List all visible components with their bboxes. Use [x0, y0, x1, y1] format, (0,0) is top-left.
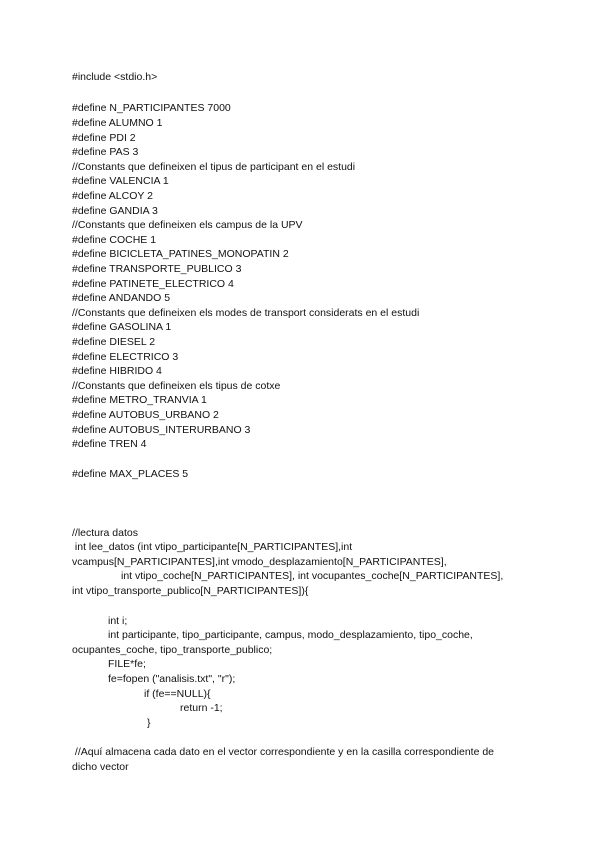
code-line: #define N_PARTICIPANTES 7000 — [72, 102, 231, 114]
code-line: FILE*fe; — [108, 658, 146, 670]
code-line: #define PDI 2 — [72, 132, 136, 144]
code-line: #define COCHE 1 — [72, 234, 157, 246]
code-line: return -1; — [180, 702, 223, 714]
code-line: int lee_datos (int vtipo_participante[N_PARTICIPANTES],int — [72, 541, 353, 553]
code-comment: //Aquí almacena cada dato en el vector correspondiente y en la casilla correspondiente de — [72, 746, 495, 758]
code-line: fe=fopen ("analisis.txt", "r"); — [108, 673, 236, 685]
code-line: #define ALCOY 2 — [72, 190, 153, 202]
code-line: #define HIBRIDO 4 — [72, 365, 162, 377]
code-comment: //Constants que defineixen els tipus de cotxe — [72, 380, 281, 392]
code-line: int participante, tipo_participante, campus, modo_desplazamiento, tipo_coche, — [108, 629, 473, 641]
code-line: #define GANDIA 3 — [72, 205, 158, 217]
code-line: #define TREN 4 — [72, 438, 147, 450]
code-line: int vtipo_transporte_publico[N_PARTICIPANTES]){ — [72, 585, 309, 597]
code-line: #define ANDANDO 5 — [72, 292, 171, 304]
code-line: #define AUTOBUS_INTERURBANO 3 — [72, 424, 251, 436]
code-line: #define MAX_PLACES 5 — [72, 468, 189, 480]
code-comment: //Constants que defineixen els modes de transport considerats en el estudi — [72, 307, 420, 319]
code-line: int vtipo_coche[N_PARTICIPANTES], int vocupantes_coche[N_PARTICIPANTES], — [121, 570, 504, 582]
code-line: } — [147, 717, 151, 729]
code-comment: dicho vector — [72, 761, 129, 773]
code-comment: //Constants que defineixen el tipus de participant en el estudi — [72, 161, 356, 173]
code-line: #define PATINETE_ELECTRICO 4 — [72, 278, 234, 290]
code-line: vcampus[N_PARTICIPANTES],int vmodo_desplazamiento[N_PARTICIPANTES], — [72, 556, 447, 568]
code-line: #define PAS 3 — [72, 146, 139, 158]
code-line: #define GASOLINA 1 — [72, 321, 172, 333]
code-comment: //Constants que defineixen els campus de la UPV — [72, 219, 303, 231]
code-line: #define BICICLETA_PATINES_MONOPATIN 2 — [72, 248, 289, 260]
code-line: #define AUTOBUS_URBANO 2 — [72, 409, 219, 421]
code-line: int i; — [108, 615, 128, 627]
code-line: ocupantes_coche, tipo_transporte_publico; — [72, 644, 273, 656]
code-line: #define ELECTRICO 3 — [72, 351, 179, 363]
code-line: #define VALENCIA 1 — [72, 175, 169, 187]
code-comment: //lectura datos — [72, 527, 138, 539]
code-line: if (fe==NULL){ — [144, 688, 211, 700]
code-line: #include <stdio.h> — [72, 71, 158, 83]
code-line: #define TRANSPORTE_PUBLICO 3 — [72, 263, 242, 275]
code-line: #define METRO_TRANVIA 1 — [72, 394, 207, 406]
code-line: #define DIESEL 2 — [72, 336, 156, 348]
code-line: #define ALUMNO 1 — [72, 117, 163, 129]
